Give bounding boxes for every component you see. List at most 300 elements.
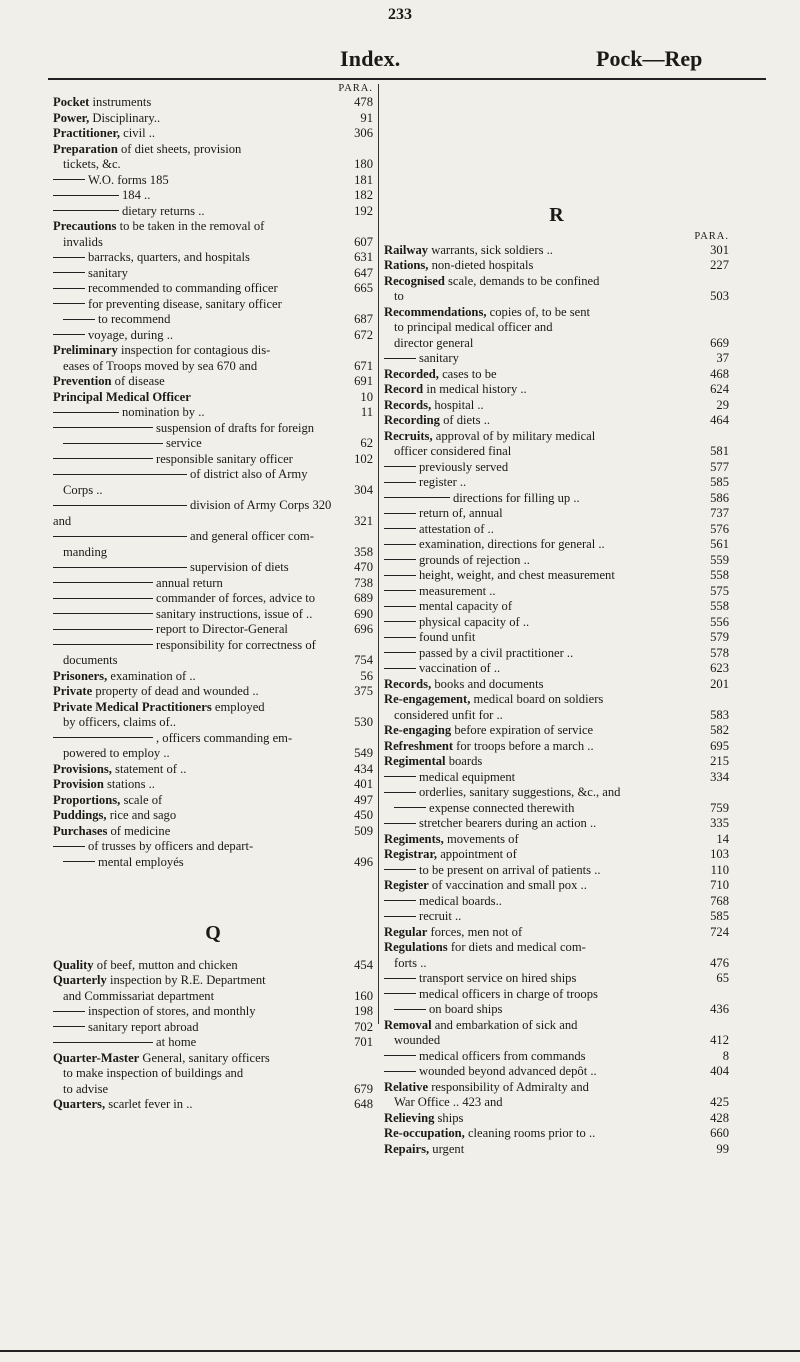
- entry-subtext: forts ..: [394, 955, 427, 970]
- repeat-dash: [384, 528, 416, 529]
- entry-para-number: 701: [354, 1035, 373, 1049]
- section-letter-r: R: [549, 204, 564, 226]
- entry-para-number: 497: [354, 792, 373, 807]
- entry-subtext: scale, demands to be confined: [444, 273, 600, 288]
- index-entry: [53, 250, 373, 266]
- entry-text: [53, 250, 347, 266]
- entry-para-number: 496: [354, 854, 373, 869]
- entry-subtext: scale of: [120, 792, 163, 807]
- entry-text: [384, 367, 703, 383]
- entry-para-number: 724: [710, 924, 729, 939]
- repeat-dash: [53, 474, 187, 475]
- entry-para-number: 503: [710, 289, 729, 303]
- section-letter-q: Q: [205, 922, 221, 944]
- entry-subtext: at home: [156, 1035, 197, 1049]
- entry-text: [53, 777, 347, 793]
- index-entry: [384, 1033, 729, 1049]
- entry-para-number: 679: [354, 1081, 373, 1096]
- repeat-dash: [384, 621, 416, 622]
- entry-text: [384, 909, 703, 925]
- entry-text: [53, 173, 347, 189]
- left-column: [53, 82, 373, 1113]
- entry-text: [384, 584, 703, 600]
- repeat-dash: [384, 993, 416, 994]
- index-entry: [384, 646, 729, 662]
- entry-text: [53, 855, 347, 871]
- entry-para-number: 690: [354, 606, 373, 621]
- index-entry: [384, 429, 729, 445]
- entry-para-number: 436: [710, 1002, 729, 1016]
- index-entry: [53, 731, 373, 747]
- entry-text: [53, 498, 347, 529]
- entry-para-number: 14: [716, 831, 729, 846]
- entry-subtext: of trusses by officers and depart-: [88, 839, 254, 853]
- entry-para-number: 301: [710, 242, 729, 257]
- entry-subtext: dietary returns ..: [122, 203, 205, 218]
- entry-subtext: previously served: [419, 459, 509, 474]
- entry-heading: Preparation: [53, 141, 118, 156]
- entry-para-number: 768: [710, 893, 729, 908]
- repeat-dash: [53, 303, 85, 304]
- entry-para-number: 62: [360, 436, 373, 450]
- index-entry: [53, 95, 373, 111]
- entry-heading: Prevention: [53, 374, 112, 388]
- index-entry: [53, 204, 373, 220]
- entry-subtext: wounded beyond advanced depôt ..: [419, 1064, 597, 1078]
- index-entry: [384, 754, 729, 770]
- index-entry: [384, 971, 729, 987]
- entry-subtext: commander of forces, advice to: [156, 591, 316, 605]
- index-entry: [384, 413, 729, 429]
- entry-heading: Recorded,: [384, 366, 439, 381]
- entry-text: [384, 863, 703, 879]
- entry-heading: Railway: [384, 242, 429, 257]
- index-entry: [53, 700, 373, 716]
- entry-heading: Re-occupation,: [384, 1126, 465, 1140]
- repeat-dash: [384, 606, 416, 607]
- entries-p: [53, 95, 373, 870]
- entry-subtext: annual return: [156, 575, 223, 590]
- entry-text: [53, 421, 347, 437]
- entry-subtext: 184 ..: [122, 188, 151, 202]
- entry-subtext: height, weight, and chest measurement: [419, 568, 615, 582]
- index-entry: [384, 1142, 729, 1158]
- entry-para-number: 577: [710, 459, 729, 474]
- entry-subtext: for troops before a march ..: [453, 738, 594, 753]
- entry-subtext: found unfit: [419, 630, 476, 644]
- entry-text: [53, 1097, 347, 1113]
- entry-text: [384, 925, 703, 941]
- index-entry: [53, 498, 373, 529]
- entry-text: [384, 1080, 703, 1096]
- index-entry: [384, 1002, 729, 1018]
- entry-heading: Private Medical Practitioners: [53, 699, 212, 714]
- entries-r: [384, 243, 729, 1158]
- index-entry: [53, 989, 373, 1005]
- index-entry: [384, 1018, 729, 1034]
- entry-subtext: boards: [445, 754, 483, 768]
- entry-text: [53, 235, 347, 251]
- entry-subtext: examination, directions for general ..: [419, 537, 605, 551]
- entry-subtext: expense connected therewith: [429, 800, 575, 815]
- entry-subtext: manding: [63, 544, 108, 559]
- entry-para-number: 710: [710, 878, 729, 892]
- entry-para-number: 91: [360, 110, 373, 125]
- entry-text: [53, 808, 347, 824]
- entry-text: [384, 940, 703, 956]
- index-entry: [53, 173, 373, 189]
- repeat-dash: [384, 544, 416, 545]
- index-entry: [384, 956, 729, 972]
- index-entry: [384, 770, 729, 786]
- index-entry: [53, 653, 373, 669]
- page-number: 233: [388, 6, 412, 23]
- entry-subtext: responsible sanitary officer: [156, 451, 293, 466]
- index-entry: [384, 847, 729, 863]
- index-entry: [53, 591, 373, 607]
- entry-text: [384, 1142, 703, 1158]
- index-entry: [384, 925, 729, 941]
- entry-para-number: 65: [716, 971, 729, 985]
- repeat-dash: [53, 567, 187, 568]
- entry-heading: Recording: [384, 413, 440, 427]
- entry-para-number: 558: [710, 568, 729, 582]
- index-entry: [384, 460, 729, 476]
- entry-para-number: 660: [710, 1126, 729, 1140]
- entry-heading: Re-engaging: [384, 723, 452, 737]
- entry-text: [53, 576, 347, 592]
- entry-text: [53, 328, 347, 344]
- entry-subtext: wounded: [394, 1033, 441, 1047]
- entry-para-number: 624: [710, 382, 729, 396]
- entry-text: [53, 266, 347, 282]
- index-entry: [53, 343, 373, 359]
- index-entry: [384, 491, 729, 507]
- entry-heading: Quarter-Master: [53, 1050, 140, 1065]
- entry-para-number: 556: [710, 614, 729, 629]
- repeat-dash: [53, 737, 153, 738]
- entry-text: [384, 816, 703, 832]
- entry-para-number: 478: [354, 95, 373, 109]
- entry-para-number: 672: [354, 327, 373, 342]
- entry-heading: Purchases: [53, 823, 108, 838]
- entry-subtext: and general officer com-: [190, 529, 314, 543]
- entry-text: [384, 692, 703, 708]
- entry-heading: Repairs,: [384, 1141, 430, 1156]
- entry-para-number: 759: [710, 800, 729, 815]
- repeat-dash: [384, 637, 416, 638]
- entry-subtext: of disease: [111, 374, 165, 388]
- entry-para-number: 582: [710, 723, 729, 737]
- entry-text: [384, 677, 703, 693]
- repeat-dash: [53, 257, 85, 258]
- entry-text: [384, 708, 703, 724]
- entry-subtext: cases to be: [438, 366, 497, 381]
- entry-text: [384, 382, 703, 398]
- repeat-dash: [53, 179, 85, 180]
- entry-heading: Recruits,: [384, 428, 433, 443]
- entry-subtext: to recommend: [98, 312, 171, 326]
- index-entry: [53, 1051, 373, 1067]
- index-entry: [53, 576, 373, 592]
- index-entry: [53, 297, 373, 313]
- entry-para-number: 160: [354, 988, 373, 1003]
- entry-subtext: non-dieted hospitals: [428, 258, 534, 272]
- entry-text: [53, 824, 347, 840]
- entry-para-number: 702: [354, 1019, 373, 1034]
- entry-subtext: sanitary report abroad: [88, 1019, 199, 1034]
- index-entry: [384, 785, 729, 801]
- entry-text: [53, 1051, 347, 1067]
- index-entry: [384, 444, 729, 460]
- index-entry: [53, 607, 373, 623]
- entry-text: [384, 1033, 703, 1049]
- entry-subtext: stations ..: [103, 777, 155, 791]
- entry-text: [384, 661, 703, 677]
- entry-text: [53, 1066, 347, 1082]
- entry-subtext: rice and sago: [106, 808, 177, 822]
- repeat-dash: [53, 210, 119, 211]
- entry-text: [384, 739, 703, 755]
- index-entry: [53, 266, 373, 282]
- entry-subtext: medical boards..: [419, 893, 502, 908]
- index-entry: [53, 142, 373, 158]
- entry-text: [384, 320, 703, 336]
- index-entry: [384, 522, 729, 538]
- entry-subtext: hospital ..: [431, 397, 484, 412]
- index-entry: [384, 599, 729, 615]
- entry-text: [384, 568, 703, 584]
- index-entry: [384, 1064, 729, 1080]
- entry-text: [53, 359, 347, 375]
- entry-para-number: 180: [354, 157, 373, 171]
- index-entry: [384, 1111, 729, 1127]
- entry-heading: Prisoners,: [53, 668, 108, 683]
- entry-text: [384, 258, 703, 274]
- repeat-dash: [384, 482, 416, 483]
- index-entry: [53, 436, 373, 452]
- index-entry: [53, 452, 373, 468]
- repeat-dash: [53, 1042, 153, 1043]
- entry-para-number: 201: [710, 676, 729, 691]
- entry-text: [384, 801, 703, 817]
- index-entry: [53, 973, 373, 989]
- entry-text: [53, 1004, 347, 1020]
- entry-text: [384, 832, 703, 848]
- entry-text: [53, 700, 347, 716]
- index-entry: [53, 839, 373, 855]
- entry-heading: Relieving: [384, 1110, 435, 1125]
- repeat-dash: [53, 613, 153, 614]
- entry-text: [53, 529, 347, 545]
- entry-text: [53, 281, 347, 297]
- entry-heading: Quality: [53, 957, 94, 972]
- entry-para-number: 8: [722, 1048, 729, 1063]
- entry-subtext: eases of Troops moved by sea 670 and: [63, 358, 258, 373]
- repeat-dash: [384, 668, 416, 669]
- entry-para-number: 509: [354, 823, 373, 838]
- entry-para-number: 647: [354, 265, 373, 280]
- entry-subtext: recruit ..: [419, 909, 462, 923]
- entry-text: [384, 398, 703, 414]
- entry-subtext: nomination by ..: [122, 405, 205, 419]
- entry-heading: Re-engagement,: [384, 692, 471, 706]
- entry-heading: Quarterly: [53, 973, 107, 987]
- index-entry: [384, 398, 729, 414]
- entry-text: [53, 343, 347, 359]
- index-entry: [384, 940, 729, 956]
- repeat-dash: [63, 319, 95, 320]
- entry-para-number: 334: [710, 769, 729, 784]
- entry-text: [384, 460, 703, 476]
- index-entry: [53, 328, 373, 344]
- entry-subtext: of medicine: [107, 823, 171, 838]
- entry-text: [384, 847, 703, 863]
- entry-para-number: 561: [710, 537, 729, 551]
- entry-subtext: of vaccination and small pox ..: [428, 878, 587, 892]
- repeat-dash: [394, 807, 426, 808]
- entry-heading: Relative: [384, 1079, 429, 1094]
- entry-heading: Regular: [384, 924, 428, 939]
- entry-subtext: measurement ..: [419, 583, 496, 598]
- entry-subtext: sanitary: [419, 351, 459, 365]
- entry-subtext: to be present on arrival of patients ..: [419, 862, 601, 877]
- repeat-dash: [384, 900, 416, 901]
- entry-subtext: statement of ..: [111, 761, 187, 776]
- entry-subtext: forces, men not of: [427, 924, 523, 939]
- entry-para-number: 358: [354, 544, 373, 559]
- entry-para-number: 227: [710, 258, 729, 272]
- entry-text: [53, 436, 347, 452]
- index-entry: [53, 1035, 373, 1051]
- entry-heading: Precautions: [53, 219, 117, 233]
- index-entry: [53, 684, 373, 700]
- entry-subtext: sanitary: [88, 265, 128, 280]
- entry-para-number: 182: [354, 188, 373, 202]
- index-entry: [384, 894, 729, 910]
- entry-heading: Records,: [384, 676, 432, 691]
- entry-text: [53, 622, 347, 638]
- index-entry: [53, 1004, 373, 1020]
- entry-text: [53, 111, 347, 127]
- entry-para-number: 737: [710, 506, 729, 520]
- entry-subtext: mental capacity of: [419, 599, 513, 613]
- repeat-dash: [53, 582, 153, 583]
- entry-heading: Preliminary: [53, 343, 118, 357]
- entry-text: [53, 1020, 347, 1036]
- entry-heading: Register: [384, 878, 429, 892]
- repeat-dash: [384, 1055, 416, 1056]
- index-entry: [53, 1082, 373, 1098]
- repeat-dash: [384, 776, 416, 777]
- entry-para-number: 581: [710, 444, 729, 458]
- repeat-dash: [384, 497, 450, 498]
- entry-subtext: division of Army Corps 320 and: [53, 498, 332, 528]
- entry-subtext: inspection for contagious dis-: [117, 343, 271, 357]
- entry-text: [53, 297, 347, 313]
- entry-para-number: 464: [710, 413, 729, 427]
- entry-text: [53, 793, 347, 809]
- entry-text: [53, 405, 347, 421]
- index-entry: [53, 157, 373, 173]
- right-column: [384, 202, 729, 1157]
- entry-subtext: officer considered final: [394, 444, 512, 458]
- entry-para-number: 401: [354, 777, 373, 791]
- entry-para-number: 102: [354, 451, 373, 466]
- entry-text: [384, 956, 703, 972]
- entry-subtext: copies of, to be sent: [486, 304, 591, 319]
- entry-text: [53, 762, 347, 778]
- entry-para-number: 10: [360, 389, 373, 404]
- repeat-dash: [63, 443, 163, 444]
- entry-para-number: 470: [354, 560, 373, 574]
- repeat-dash: [63, 861, 95, 862]
- index-entry: [384, 320, 729, 336]
- repeat-dash: [53, 412, 119, 413]
- entry-text: [53, 204, 347, 220]
- entry-para-number: 321: [354, 513, 373, 528]
- entry-subtext: for diets and medical com-: [447, 940, 586, 954]
- entry-text: [384, 770, 703, 786]
- entry-text: [53, 483, 347, 499]
- entry-text: [384, 274, 703, 290]
- entry-para-number: 585: [710, 909, 729, 923]
- repeat-dash: [384, 823, 416, 824]
- entry-text: [384, 878, 703, 894]
- entry-subtext: instruments: [89, 95, 152, 109]
- repeat-dash: [384, 916, 416, 917]
- entry-subtext: vaccination of ..: [419, 661, 501, 675]
- index-entry: [53, 421, 373, 437]
- index-entry: [384, 832, 729, 848]
- entry-subtext: stretcher bearers during an action ..: [419, 816, 597, 830]
- index-entry: [384, 584, 729, 600]
- index-entry: [53, 746, 373, 762]
- entry-text: [53, 715, 347, 731]
- entry-para-number: 99: [716, 1141, 729, 1156]
- entry-para-number: 192: [354, 203, 373, 218]
- entry-para-number: 454: [354, 957, 373, 972]
- entry-subtext: warrants, sick soldiers ..: [428, 242, 553, 257]
- repeat-dash: [53, 505, 187, 506]
- page-title: Index.: [340, 46, 401, 71]
- entry-subtext: Corps ..: [63, 482, 103, 497]
- entry-text: [384, 553, 703, 569]
- entry-subtext: of diets ..: [439, 413, 490, 427]
- index-entry: [53, 483, 373, 499]
- entry-heading: Practitioner,: [53, 126, 121, 140]
- entry-para-number: 37: [716, 351, 729, 365]
- entry-subtext: examination of ..: [107, 668, 196, 683]
- entry-para-number: 665: [354, 281, 373, 295]
- entry-subtext: of diet sheets, provision: [117, 141, 242, 156]
- entry-subtext: medical board on soldiers: [470, 692, 604, 706]
- entry-text: [53, 1082, 347, 1098]
- entry-para-number: 691: [354, 374, 373, 388]
- entry-para-number: 669: [710, 335, 729, 350]
- entry-subtext: transport service on hired ships: [419, 971, 577, 985]
- repeat-dash: [384, 1071, 416, 1072]
- entry-subtext: to be taken in the removal of: [116, 219, 265, 233]
- entry-subtext: General, sanitary officers: [139, 1050, 270, 1065]
- entry-text: [53, 973, 347, 989]
- entry-subtext: property of dead and wounded ..: [92, 684, 259, 698]
- repeat-dash: [53, 536, 187, 537]
- entry-text: [53, 746, 347, 762]
- entry-text: [384, 1002, 703, 1018]
- index-entry: [53, 777, 373, 793]
- entry-para-number: 110: [710, 862, 729, 877]
